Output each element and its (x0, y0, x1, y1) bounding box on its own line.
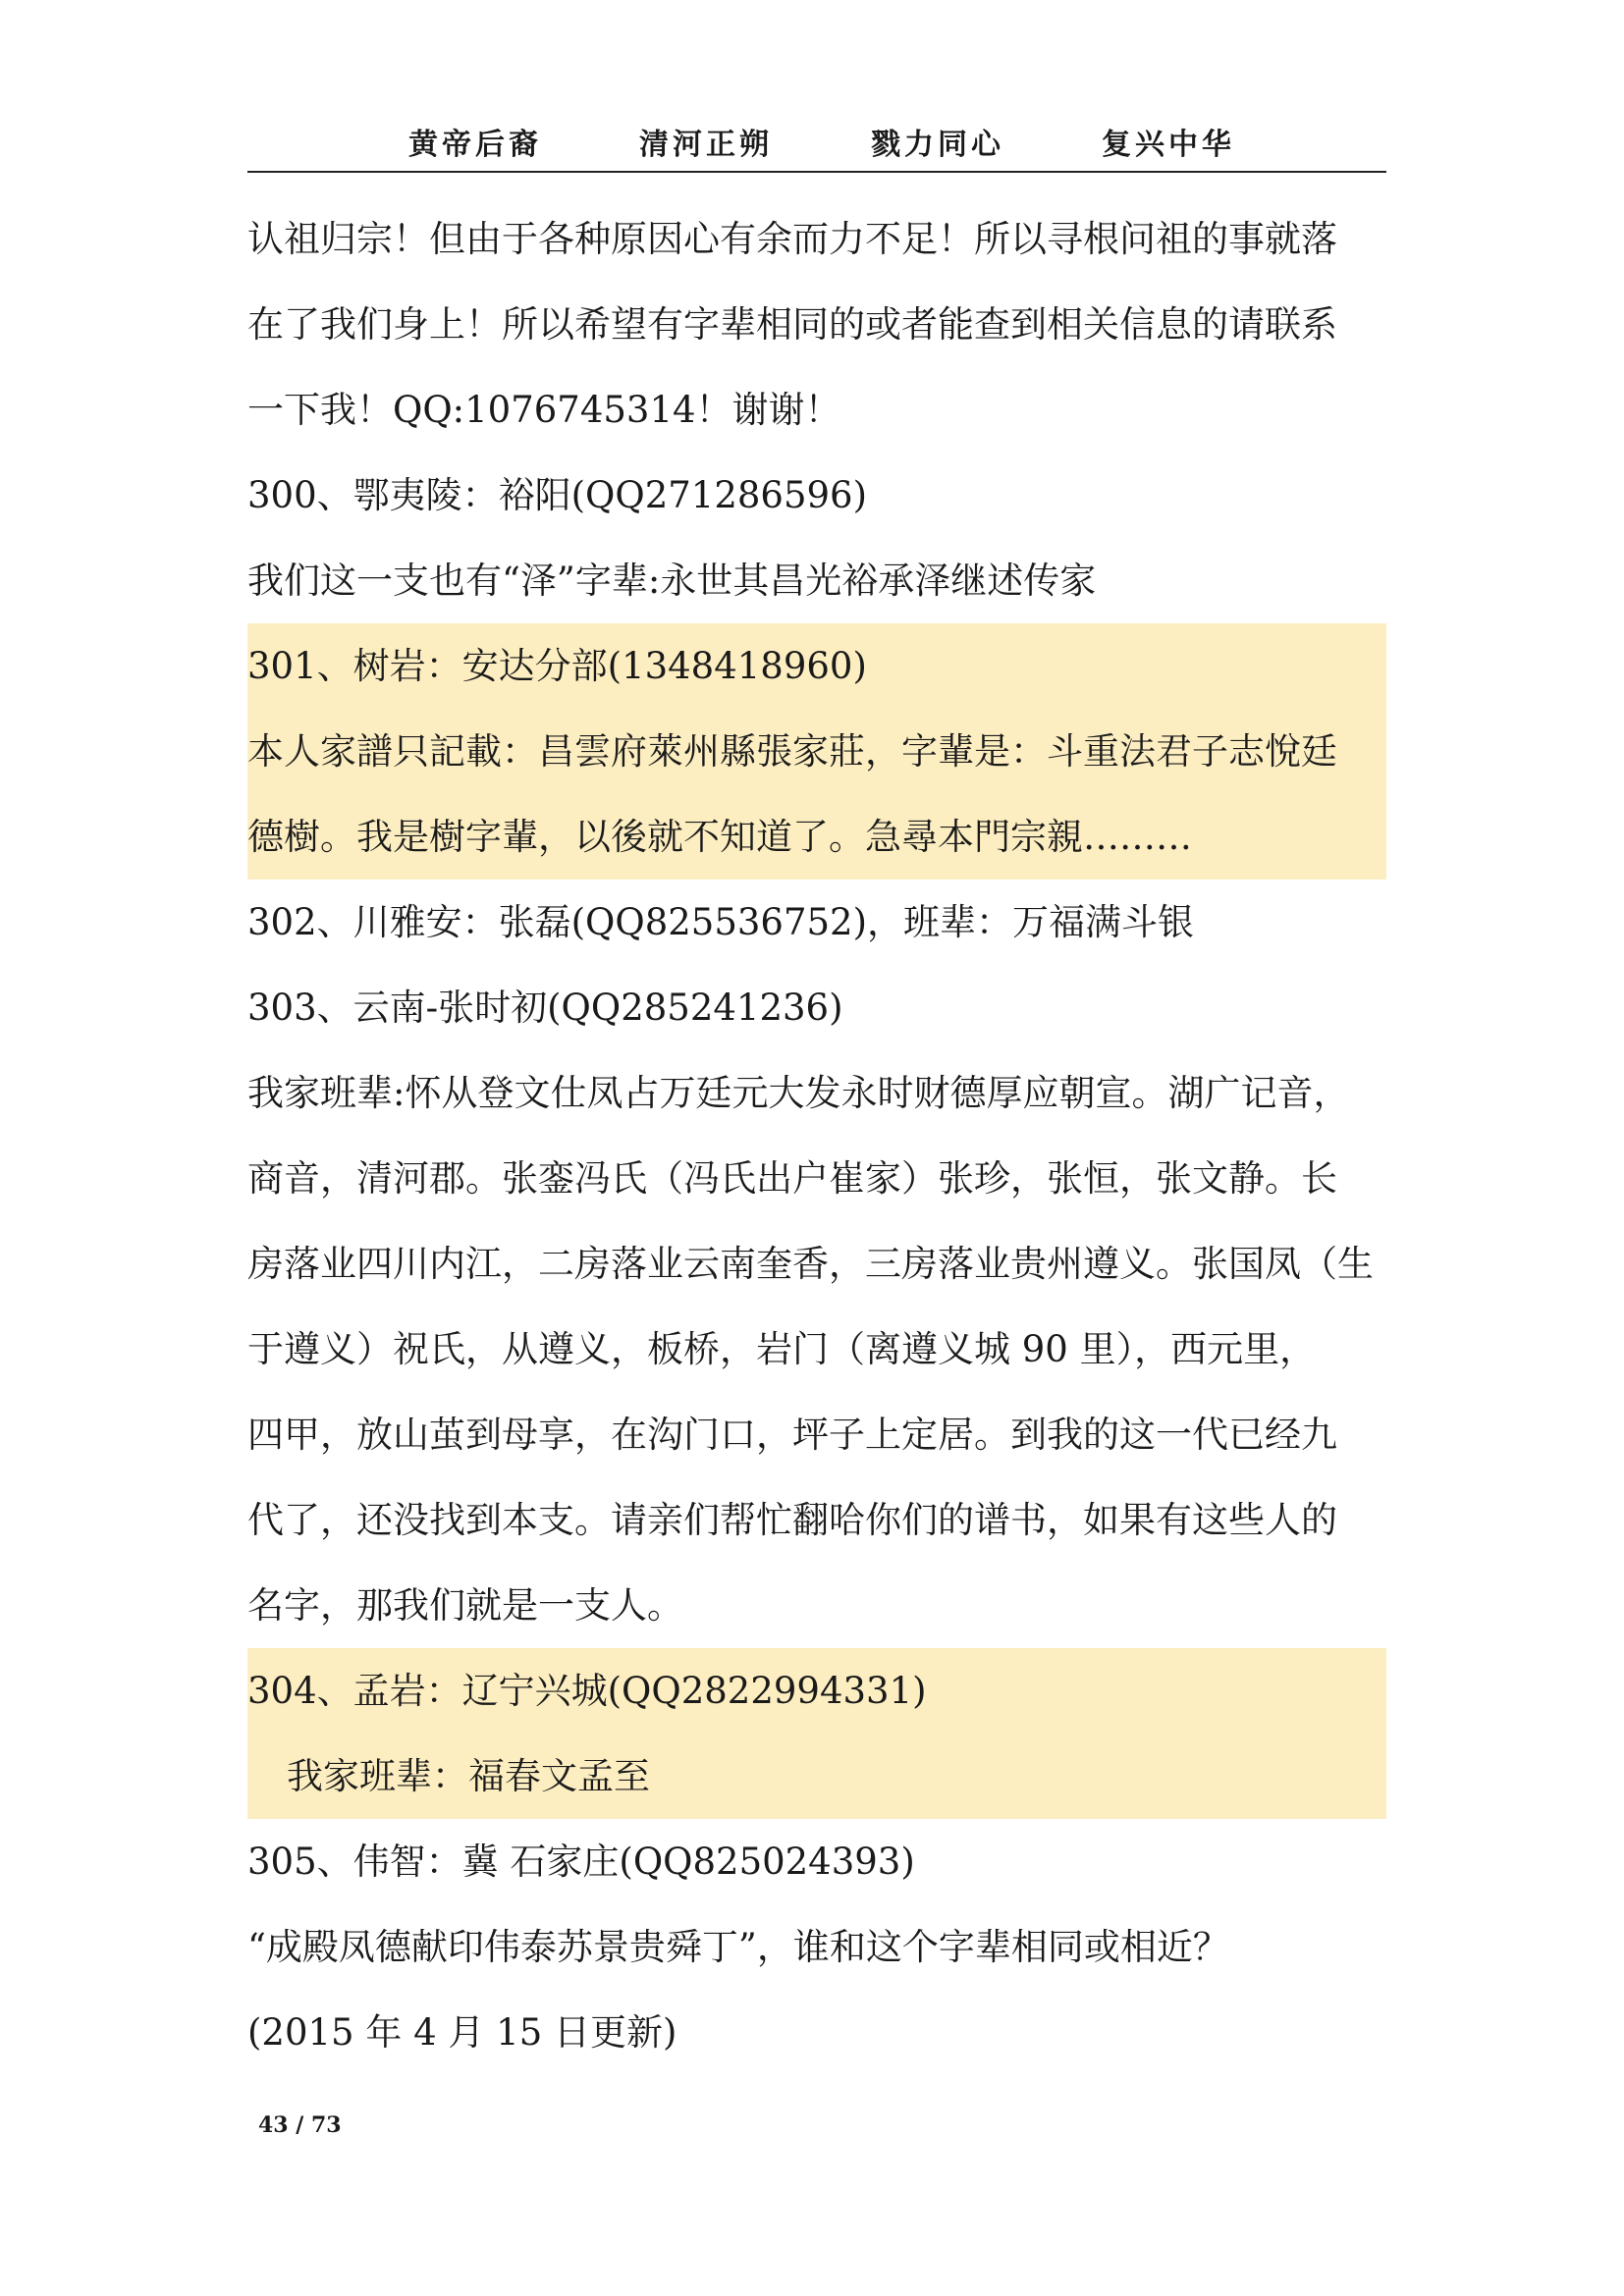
entry-body: “成殿凤德献印伟泰苏景贵舜丁”，谁和这个字辈相同或相近？ (247, 1926, 1229, 1968)
entry-body: 我家班辈：福春文孟至 (287, 1755, 650, 1797)
entry-303 (247, 965, 1386, 1648)
entry-body: 我们这一支也有“泽”字辈:永世其昌光裕承泽继述传家 (247, 560, 1097, 602)
entry-title: 300、鄂夷陵：裕阳(QQ271286596) (247, 474, 868, 516)
entry-300 (247, 453, 1386, 623)
entry-body-line: 于遵义）祝氏，从遵义，板桥，岩门（离遵义城 90 里），西元里， (247, 1328, 1317, 1370)
entry-body-line: 德樹。我是樹字輩，以後就不知道了。急尋本門宗親……… (247, 816, 1192, 858)
text-line: 一下我！QQ:1076745314！谢谢！ (247, 389, 841, 431)
text-line: 认祖归宗！但由于各种原因心有余而力不足！所以寻根问祖的事就落 (247, 218, 1337, 260)
entry-body-line: 代了，还没找到本支。请亲们帮忙翻哈你们的谱书，如果有这些人的 (247, 1499, 1337, 1541)
entry-305 (247, 1819, 1386, 1990)
entry-title: 302、川雅安：张磊(QQ825536752)，班辈：万福满斗银 (247, 901, 1195, 943)
update-note-text: (2015 年 4 月 15 日更新) (247, 2011, 677, 2054)
entry-body-line: 名字，那我们就是一支人。 (247, 1584, 683, 1627)
header-motto-2: 清河正朔 (639, 128, 773, 162)
entry-title: 305、伟智：冀 石家庄(QQ825024393) (247, 1841, 915, 1883)
entry-body-line: 商音，清河郡。张銮冯氏（冯氏出户崔家）张珍，张恒，张文静。长 (247, 1157, 1337, 1200)
entry-body-line: 四甲，放山茧到母享，在沟门口，坪子上定居。到我的这一代已经九 (247, 1414, 1337, 1456)
entry-title: 304、孟岩：辽宁兴城(QQ2822994331) (247, 1670, 927, 1712)
page-number: 43 / 73 (258, 2112, 342, 2138)
header-motto-4: 复兴中华 (1102, 128, 1235, 162)
text-line: 在了我们身上！所以希望有字辈相同的或者能查到相关信息的请联系 (247, 303, 1337, 346)
update-note (247, 1990, 1386, 2075)
entry-body-line: 本人家譜只記載：昌雲府萊州縣張家莊，字輩是：斗重法君子志悅廷 (247, 730, 1337, 773)
entry-304-highlighted (247, 1648, 1386, 1819)
document-body (247, 196, 1386, 2075)
intro-paragraph (247, 196, 1386, 453)
entry-body-line: 房落业四川内江，二房落业云南奎香，三房落业贵州遵义。张国凤（生 (247, 1243, 1374, 1285)
header-motto-1: 黄帝后裔 (408, 128, 542, 162)
entry-title: 303、云南-张时初(QQ285241236) (247, 987, 843, 1029)
entry-301-highlighted (247, 623, 1386, 880)
entry-body-line: 我家班辈:怀从登文仕凤占万廷元大发永时财德厚应朝宣。湖广记音， (247, 1072, 1350, 1114)
header-mottos (247, 120, 1386, 162)
entry-302 (247, 880, 1386, 965)
header-motto-3: 戮力同心 (871, 128, 1004, 162)
entry-title: 301、树岩：安达分部(1348418960) (247, 645, 867, 687)
page-header (247, 116, 1386, 173)
